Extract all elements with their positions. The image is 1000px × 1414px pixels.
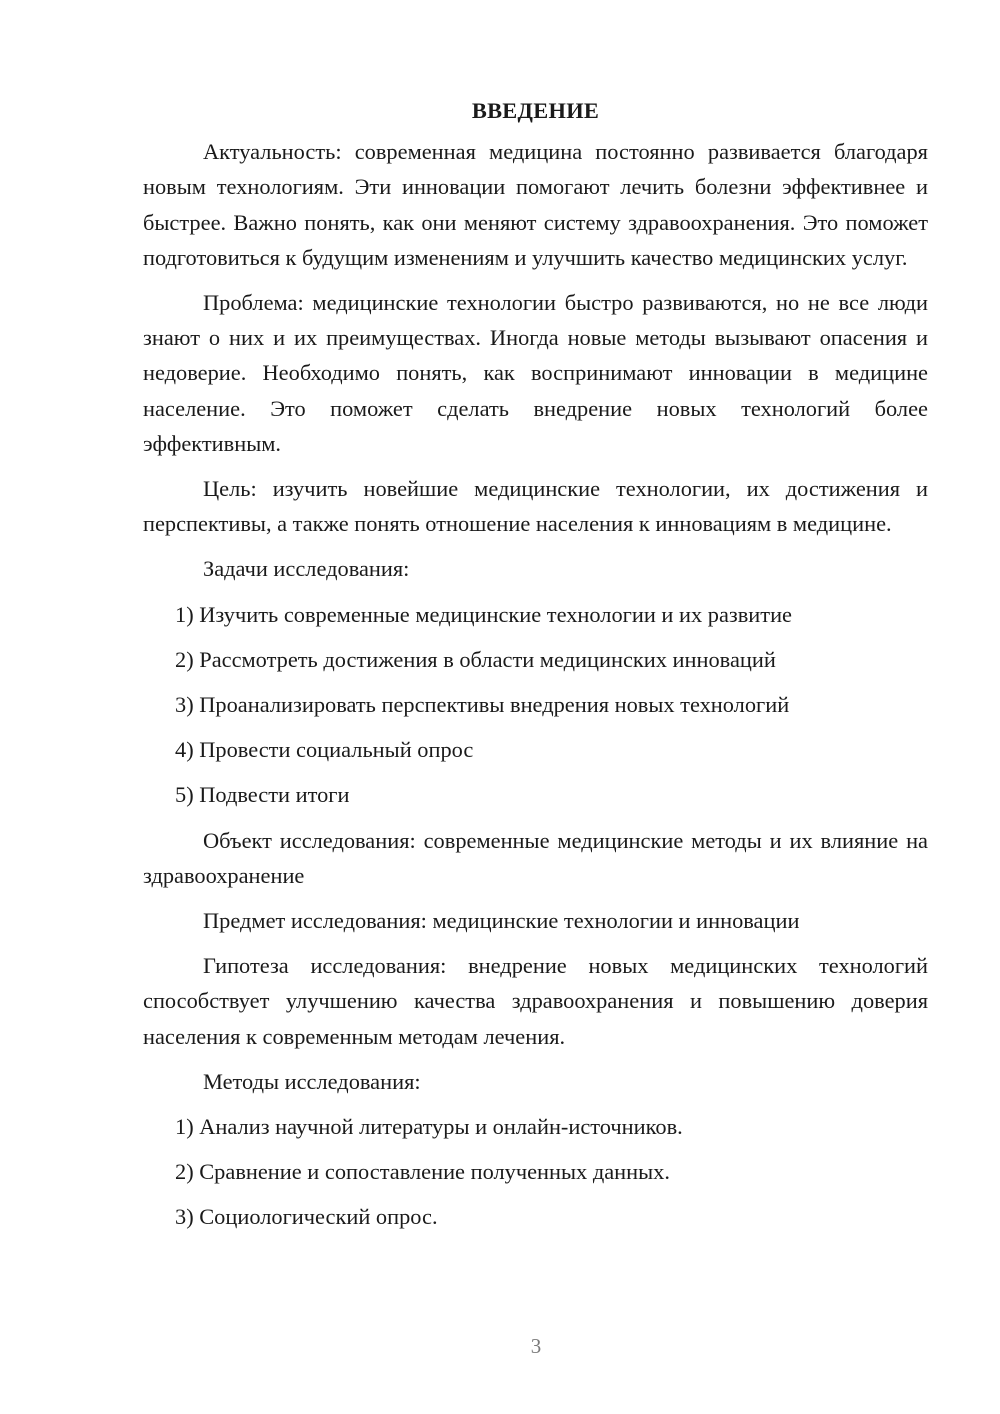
page-content [143,93,928,1245]
method-item: 3) Социологический опрос. [175,1204,438,1230]
paragraph-problem: Проблема: медицинские технологии быстро развиваются, но не все люди знают о них и их преимуществах. Иногда новые методы вызывают опасения и недоверие. Необходимо понять, как воспринимают инновации в медицине население. Это поможет сделать внедрение новых технологий более эффективным. [143,290,928,456]
page-number: 3 [530,1334,542,1358]
paragraph-goal: Цель: изучить новейшие медицинские технологии, их достижения и перспективы, а также понять отношение населения к инновациям в медицине. [143,476,928,537]
methods-list [143,1109,928,1235]
task-item: 3) Проанализировать перспективы внедрения новых технологий [175,692,790,718]
paragraph-hypothesis: Гипотеза исследования: внедрение новых медицинских технологий способствует улучшению качества здравоохранения и повышению доверия населения к современным методам лечения. [143,953,928,1049]
task-item: 1) Изучить современные медицинские технологии и их развитие [175,601,792,627]
section-heading: ВВЕДЕНИЕ [471,98,600,123]
paragraph-object: Объект исследования: современные медицинские методы и их влияние на здравоохранение [143,827,928,888]
method-item: 2) Сравнение и сопоставление полученных данных. [175,1159,670,1185]
methods-title: Методы исследования: [203,1068,421,1094]
tasks-title: Задачи исследования: [203,556,410,582]
paragraph-subject: Предмет исследования: медицинские технологии и инновации [203,908,800,934]
paragraph-relevance: Актуальность: современная медицина постоянно развивается благодаря новым технологиям. Эти инновации помогают лечить болезни эффективнее и быстрее. Важно понять, как они меняют систему здравоохранения. Это поможет подготовиться к будущим изменениям и улучшить качество медицинских услуг. [143,139,928,270]
tasks-list [143,597,928,813]
task-item: 5) Подвести итоги [175,782,350,808]
method-item: 1) Анализ научной литературы и онлайн-источников. [175,1114,683,1140]
task-item: 4) Провести социальный опрос [175,737,474,763]
task-item: 2) Рассмотреть достижения в области медицинских инноваций [175,646,776,672]
